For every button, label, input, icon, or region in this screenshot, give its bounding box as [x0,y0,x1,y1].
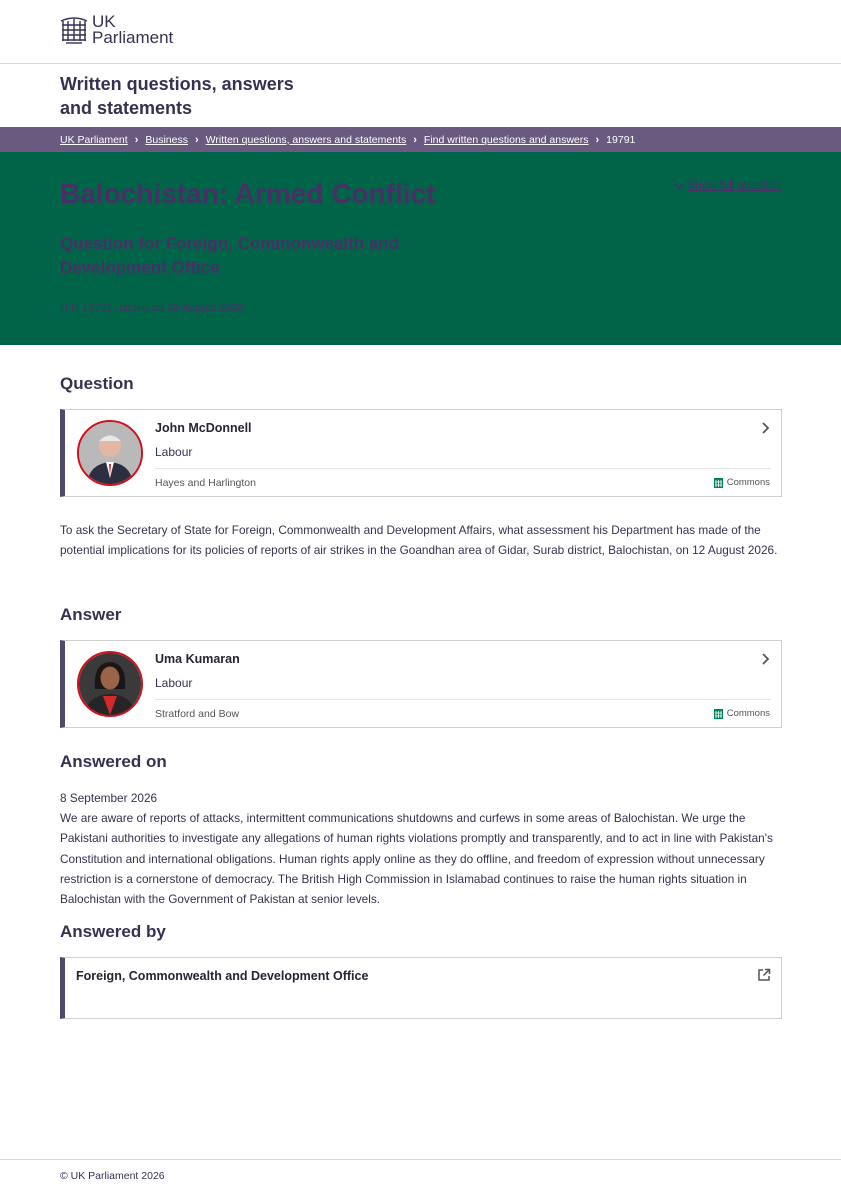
page-subtitle: Question for Foreign, Commonwealth and Development Office [60,234,400,277]
divider [155,468,771,469]
logo-line-2: Parliament [92,28,174,47]
page-title: Balochistan: Armed Conflict [60,178,436,209]
house-label: Commons [726,477,770,488]
breadcrumb-business[interactable]: Business [145,133,188,146]
member-house [714,477,770,488]
chevron-right-icon: › [413,133,417,146]
uk-parliament-logo[interactable] [60,14,173,46]
breadcrumb-find-written-questions[interactable]: Find written questions and answers [423,133,589,146]
chevron-right-icon: › [595,133,600,146]
member-house [714,708,770,719]
member-name: John McDonnell [155,421,252,435]
chevron-down-icon [674,182,684,190]
chevron-right-icon: › [194,133,199,146]
breadcrumb-uk-parliament[interactable]: UK Parliament [60,133,128,146]
commons-icon [714,478,723,488]
chevron-right-icon: › [134,133,139,146]
show-full-question-link[interactable] [674,180,781,192]
chevron-right-icon[interactable] [761,652,771,666]
uin-tabled-date: UIN 19791, tabled on 28 August 2026 [60,302,244,314]
breadcrumb [0,127,841,152]
member-party: Labour [155,445,193,459]
answer-date: 8 September 2026 [60,791,158,805]
member-constituency: Stratford and Bow [155,708,240,720]
department-card[interactable] [60,957,782,1019]
avatar [77,651,143,717]
commons-icon [714,709,723,719]
answered-by-heading: Answered by [60,922,166,941]
show-full-question-label: Show full question [687,180,781,192]
answer-text: We are aware of reports of attacks, intermittent communications shutdowns and curfews in some areas of Balochistan. We urge the Pakistani authorities to investigate any allegations of human rights violations promptly and transparently, and to act in line with Pakistan's Constitution and international obligations. Human rights apply online as they do offline, and freedom of expression without unnecessary restriction is a cornerstone of democracy. The British High Commission in Islamabad continues to raise the human rights situation in Balochistan with the Government of Pakistan at senior levels. [60,811,773,907]
member-constituency: Hayes and Harlington [155,477,256,489]
question-heading: Question [60,374,134,393]
divider [155,699,771,700]
site-footer [0,1159,841,1191]
answered-on-heading: Answered on [60,752,167,771]
member-party: Labour [155,676,193,690]
question-text: To ask the Secretary of State for Foreign, Commonwealth and Development Affairs, what assessment his Department has made of the potential implications for its policies of reports of air strikes in the Goandhan area of Gidar, Surab district, Balochistan, on 12 August 2026. [60,523,778,558]
site-header [0,0,841,64]
portcullis-icon [60,15,88,45]
house-label: Commons [726,708,770,719]
copyright: © UK Parliament 2026 [60,1170,165,1182]
breadcrumb-current: 19791 [606,133,636,146]
chevron-right-icon[interactable] [761,421,771,435]
section-title[interactable]: Written questions, answers and statements [60,74,294,118]
external-link-icon[interactable] [757,968,771,982]
avatar [77,420,143,486]
logo-line-1: UK [92,12,116,31]
answer-member-card[interactable] [60,640,782,728]
question-hero [0,152,841,345]
breadcrumb-written-questions[interactable]: Written questions, answers and statements [205,133,407,146]
department-name: Foreign, Commonwealth and Development Office [76,969,369,983]
member-name: Uma Kumaran [155,652,240,666]
question-member-card[interactable] [60,409,782,497]
answer-heading: Answer [60,605,122,624]
